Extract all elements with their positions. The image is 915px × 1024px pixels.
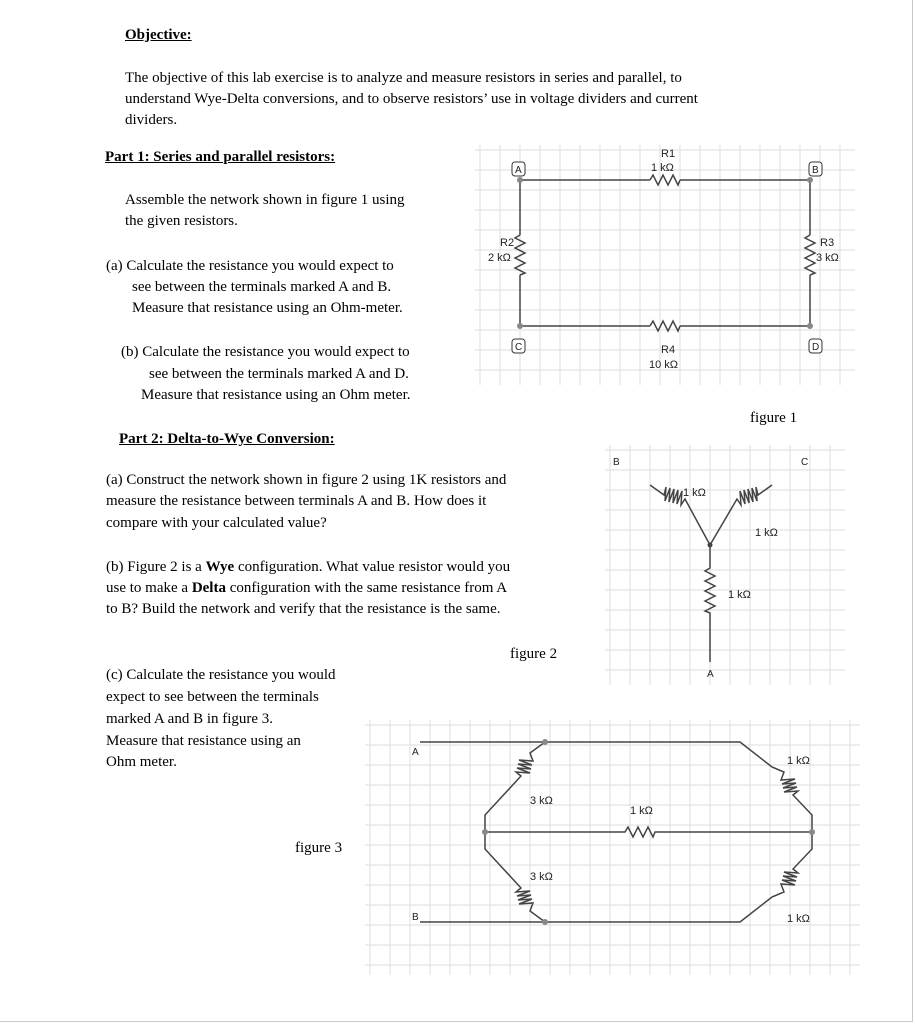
part1-b-2: see between the terminals marked A and D. [149,366,409,382]
figure3-caption: figure 3 [295,840,343,856]
part2-b-2-pre: use to make a [106,580,192,596]
part1-intro-1: Assemble the network shown in figure 1 using [125,192,405,208]
figure2-r-left: 1 kΩ [683,487,706,499]
figure3-r-lower-left: 3 kΩ [530,871,553,883]
figure1-r3-name: R3 [820,237,835,249]
objective-line-2: understand Wye-Delta conversions, and to observe resistors’ use in voltage dividers and current [125,91,698,107]
objective-line-3: dividers. [125,112,178,128]
part1-a-3: Measure that resistance using an Ohm-meter. [132,300,403,316]
part2-b-3: to B? Build the network and verify that the resistance is the same. [106,601,501,617]
figure3-bottom-node [542,919,548,925]
part2-a-3: compare with your calculated value? [106,515,327,531]
figure1-node-b [807,177,813,183]
part2-c-1: (c) Calculate the resistance you would [106,667,336,683]
figure2-terminal-c: C [801,457,809,468]
figure1-node-a [517,177,523,183]
figure1-node-d [807,323,813,329]
figure3-r-upper-left: 3 kΩ [530,795,553,807]
figure1-r1-name: R1 [661,148,676,160]
figure3-r-lower-right: 1 kΩ [787,913,810,925]
part1-a-2: see between the terminals marked A and B. [132,279,392,295]
part2-b-2-post: configuration with the same resistance from A [225,580,508,596]
figure1-terminal-c: C [515,342,523,353]
part2-b-1-post: configuration. What value resistor would you [234,559,511,575]
figure2-caption: figure 2 [510,646,558,662]
figure2-r-right: 1 kΩ [755,527,778,539]
part2-b-1 [106,557,510,578]
part1-b-1: (b) Calculate the resistance you would expect to [121,344,410,360]
figure1-r4-value: 10 kΩ [649,359,679,371]
figure2-grid [605,445,845,685]
objective-line-1: The objective of this lab exercise is to analyze and measure resistors in series and parallel, to [125,70,682,86]
figure3-middle-wire [485,827,812,837]
figure1-terminal-b: B [812,165,819,176]
objective-heading: Objective: [125,27,192,43]
figure1-r3-zigzag [805,235,815,275]
figure2-bottom-branch [705,545,715,662]
part2-b-1-pre: (b) Figure 2 is a [106,559,206,575]
part2-c-3: marked A and B in figure 3. [106,711,274,727]
figure1-node-c [517,323,523,329]
figure1-wires [520,180,810,326]
part1-a-1: (a) Calculate the resistance you would expect to [106,258,394,274]
part2-c-2: expect to see between the terminals [106,689,319,705]
figure3-top-node [542,739,548,745]
part2-heading: Part 2: Delta-to-Wye Conversion: [119,431,335,447]
figure3-terminal-a: A [412,747,419,758]
figure2-center-node [708,543,713,548]
figure3-grid [365,720,860,975]
part1-b-3: Measure that resistance using an Ohm meter. [141,387,411,403]
figure3-bottom-wire [420,897,772,922]
part2-b-2 [106,578,507,599]
part2-a-2: measure the resistance between terminals A and B. How does it [106,493,487,509]
figure3-upper-left-resistor [485,742,545,832]
figure3-right-node [809,829,815,835]
figure3-upper-right-resistor [772,767,812,832]
figure3-terminal-b: B [412,912,419,923]
figure1-r1-zigzag [650,175,680,185]
figure1-r2-value: 2 kΩ [488,252,511,264]
figure1-r2-name: R2 [500,237,515,249]
figure1-r4-name: R4 [661,344,676,356]
figure1-caption: figure 1 [750,410,798,426]
figure2-terminal-b: B [613,457,620,468]
part2-a-1: (a) Construct the network shown in figure 2 using 1K resistors and [106,472,507,488]
part2-b-wye: Wye [205,559,235,575]
figure2-terminal-a: A [707,669,714,680]
figure1-terminal-d: D [812,342,820,353]
figure3-top-wire [420,742,772,767]
part1-intro-2: the given resistors. [125,213,238,229]
part2-c-5: Ohm meter. [106,754,177,770]
figure3-left-node [482,829,488,835]
part2-c-4: Measure that resistance using an [106,733,301,749]
figure1-r3-value: 3 kΩ [816,252,839,264]
figure2-r-bottom: 1 kΩ [728,589,751,601]
figure1-schematic [470,140,860,390]
part1-heading: Part 1: Series and parallel resistors: [105,149,336,165]
figure1-terminal-a: A [515,165,522,176]
figure1-r1-value: 1 kΩ [651,162,674,174]
figure3-r-middle: 1 kΩ [630,805,653,817]
figure3-schematic [360,715,865,980]
part2-b-delta: Delta [191,580,226,596]
figure2-schematic [600,440,850,690]
figure3-r-upper-right: 1 kΩ [787,755,810,767]
